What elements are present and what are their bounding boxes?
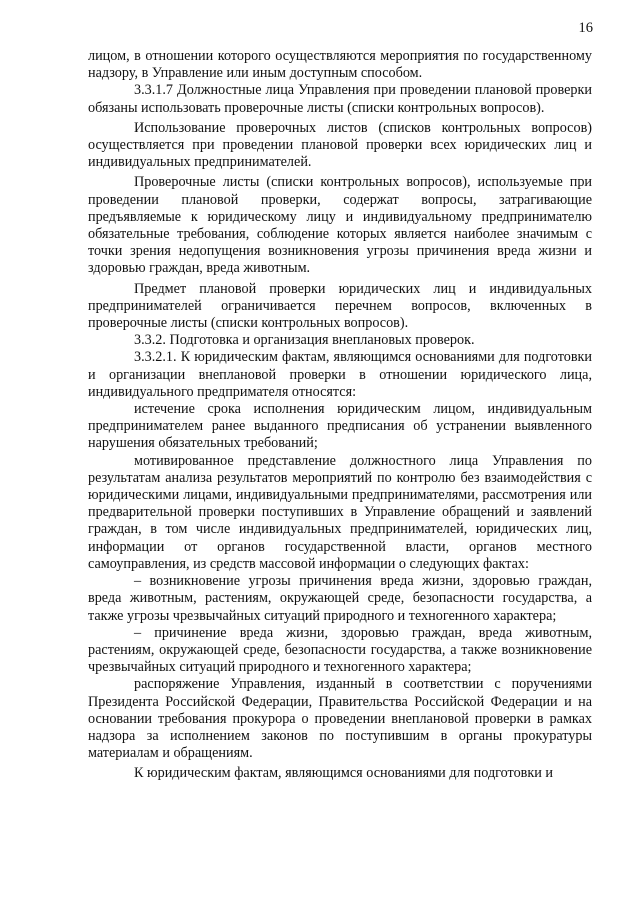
list-item-threat: – возникновение угрозы причинения вреда жизни, здоровью граждан, вреда животным, растениям, окружающей среде, безопасности государства, а также угрозы чрезвычайных ситуаций природного и техногенного характера; bbox=[88, 573, 592, 624]
paragraph-motivated-submission: мотивированное представление должностного лица Управления по результатам анализа результатов мероприятий по контролю без взаимодействия с юридическими лицами, индивидуальными предпринимателями, рассмотрения или предварительной проверки поступивших в Управление обращений и заявлений граждан, в том числе индивидуальных предпринимателей, юридических лиц, информации от органов государственной власти, органов местного самоуправления, из средств массовой информации о следующих фактах: bbox=[88, 452, 592, 572]
list-item-harm: – причинение вреда жизни, здоровью граждан, вреда животным, растениям, окружающей среде, безопасности государства, а также возникновение чрезвычайных ситуаций природного и техногенного характера; bbox=[88, 624, 592, 676]
paragraph-3-3-2-1: 3.3.2.1. К юридическим фактам, являющимся основаниями для подготовки и организации внеплановой проверки в отношении юридического лица, индивидуального предпримателя относятся: bbox=[88, 349, 592, 400]
page-number: 16 bbox=[578, 20, 593, 36]
paragraph-deadline-expiry: истечение срока исполнения юридическим лицом, индивидуальным предпринимателем ранее выданного предписания об устранении выявленного нарушения обязательных требований; bbox=[88, 401, 592, 452]
paragraph-checklist-content: Проверочные листы (списки контрольных вопросов), используемые при проведении плановой проверки, содержат вопросы, затрагивающие предъявляемые к юридическому лицу и индивидуальному предпринимателю обязательные требования, соблюдение которых является наиболее значимым с точки зрения недопущения возникновения угрозы причинения вреда жизни и здоровью граждан, вреда животным. bbox=[88, 174, 592, 277]
paragraph-order: распоряжение Управления, изданный в соответствии с поручениями Президента Российской Федерации, Правительства Российской Федерации и на основании требования прокурора о проведении внеплановой проверки в рамках надзора за исполнением законов по поступившим в органы прокуратуры материалам и обращениям. bbox=[88, 676, 592, 762]
paragraph-3-3-1-7: 3.3.1.7 Должностные лица Управления при проведении плановой проверки обязаны использовать проверочные листы (списки контрольных вопросов). bbox=[88, 82, 592, 116]
paragraph-inspection-subject: Предмет плановой проверки юридических лиц и индивидуальных предпринимателей ограничивается перечнем вопросов, включенных в проверочные листы (списки контрольных вопросов). bbox=[88, 280, 592, 332]
document-body bbox=[88, 48, 592, 783]
paragraph-3-3-2: 3.3.2. Подготовка и организация внеплановых проверок. bbox=[134, 332, 475, 349]
paragraph-continuation: лицом, в отношении которого осуществляются мероприятия по государственному надзору, в Управление или иным доступным способом. bbox=[88, 48, 592, 82]
paragraph-checklist-usage: Использование проверочных листов (списков контрольных вопросов) осуществляется при проведении плановой проверки всех юридических лиц и индивидуальных предпринимателей. bbox=[88, 119, 592, 171]
paragraph-next: К юридическим фактам, являющимся основаниями для подготовки и bbox=[134, 765, 553, 782]
